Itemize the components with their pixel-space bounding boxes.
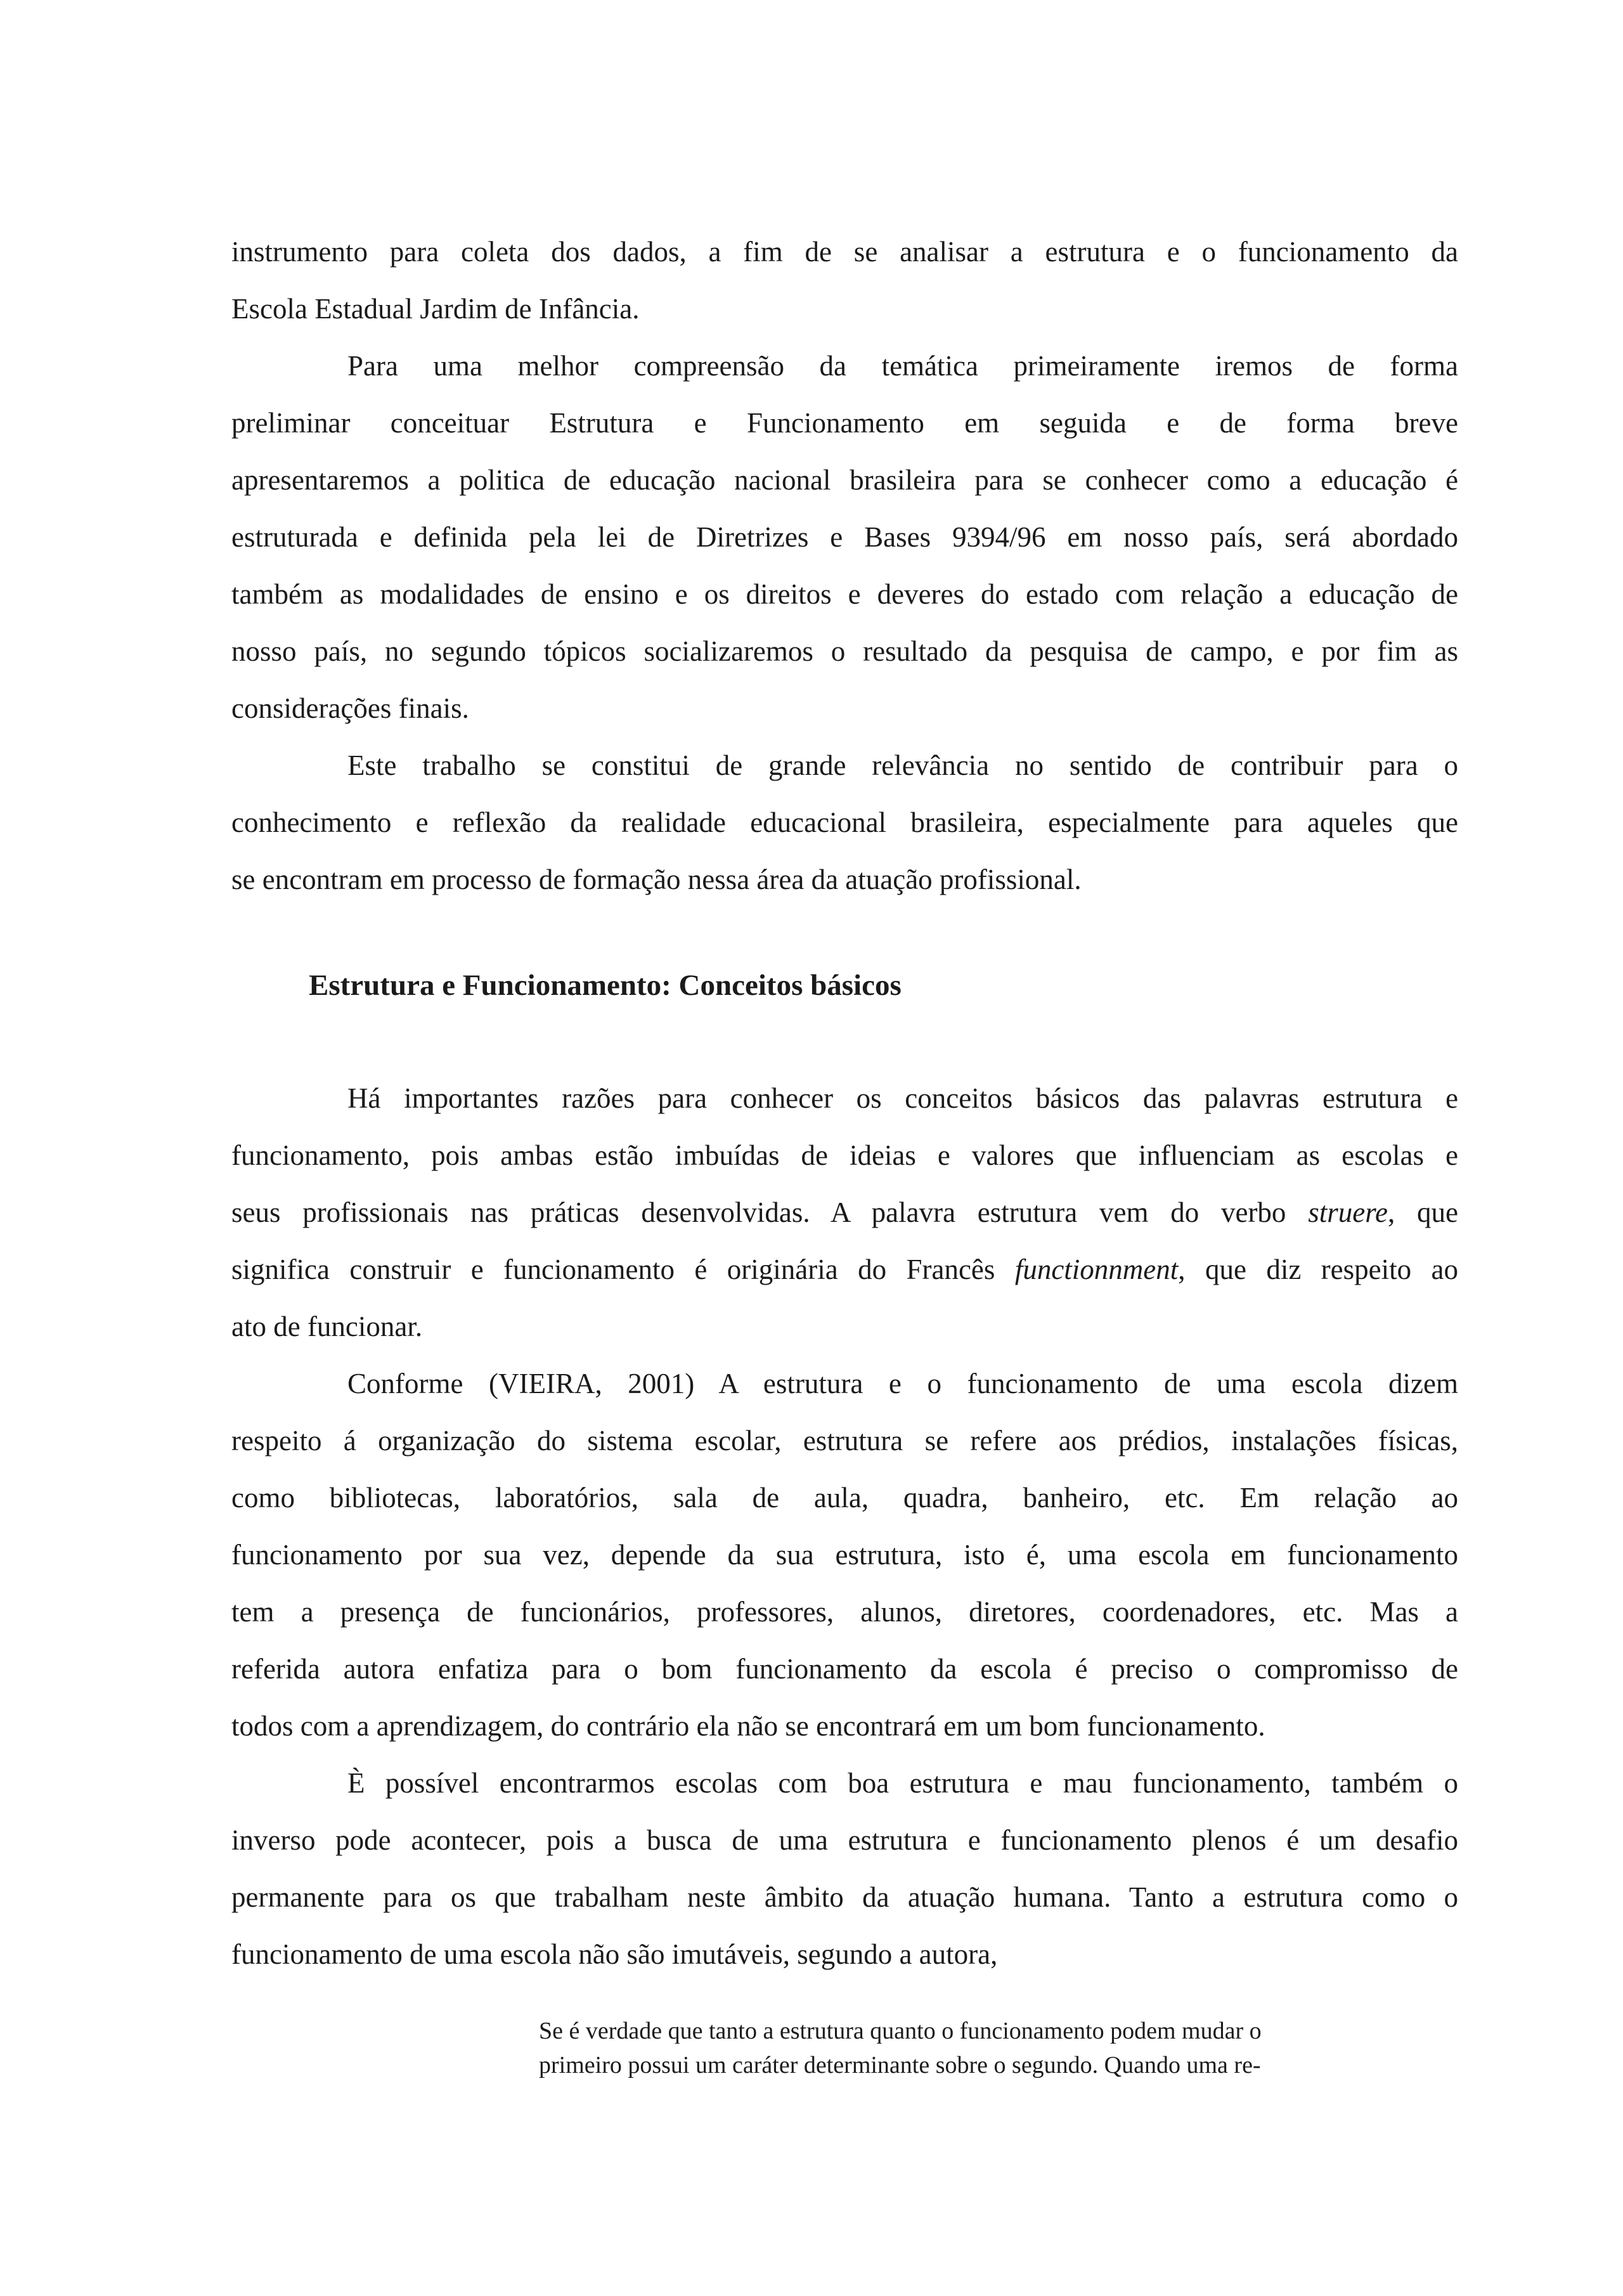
paragraph-2-line-7: considerações finais. bbox=[231, 692, 469, 724]
paragraph-3-line-2: conhecimento e reflexão da realidade educacional brasileira, especialmente para aqueles que bbox=[231, 807, 1458, 838]
paragraph-2-line-2: preliminar conceituar Estrutura e Funcionamento em seguida e de forma breve bbox=[231, 407, 1458, 439]
italic-term-functionnment: functionnment bbox=[1014, 1254, 1179, 1285]
paragraph-3-line-1: Este trabalho se constitui de grande relevância no sentido de contribuir para o bbox=[347, 749, 1458, 781]
section-heading: Estrutura e Funcionamento: Conceitos básicos bbox=[309, 969, 902, 1002]
paragraph-4-line-3-tail: , que bbox=[1388, 1197, 1458, 1228]
paragraph-4-line-4-tail: , que diz respeito ao bbox=[1178, 1254, 1459, 1285]
paragraph-6-line-4: funcionamento de uma escola não são imutáveis, segundo a autora, bbox=[231, 1938, 998, 1970]
paragraph-2-line-5: também as modalidades de ensino e os direitos e deveres do estado com relação a educação de bbox=[231, 578, 1458, 610]
paragraph-5-line-6: referida autora enfatiza para o bom funcionamento da escola é preciso o compromisso de bbox=[231, 1653, 1458, 1685]
paragraph-4-line-3 bbox=[231, 1184, 1458, 1241]
paragraph-5-line-7: todos com a aprendizagem, do contrário ela não se encontrará em um bom funcionamento. bbox=[231, 1710, 1265, 1742]
paragraph-4-line-5: ato de funcionar. bbox=[231, 1311, 423, 1342]
paragraph-4-line-1: Há importantes razões para conhecer os conceitos básicos das palavras estrutura e bbox=[347, 1082, 1458, 1114]
block-quote-line-2: primeiro possui um caráter determinante sobre o segundo. Quando uma re- bbox=[539, 2052, 1261, 2079]
paragraph-5-line-5: tem a presença de funcionários, professores, alunos, diretores, coordenadores, etc. Mas a bbox=[231, 1596, 1458, 1628]
paragraph-5-line-3: como bibliotecas, laboratórios, sala de aula, quadra, banheiro, etc. Em relação ao bbox=[231, 1482, 1458, 1514]
paragraph-2-line-6: nosso país, no segundo tópicos socializaremos o resultado da pesquisa de campo, e por fim as bbox=[231, 635, 1458, 667]
block-quote-line-1: Se é verdade que tanto a estrutura quanto o funcionamento podem mudar o bbox=[539, 2018, 1262, 2044]
paragraph-2-line-4: estruturada e definida pela lei de Diretrizes e Bases 9394/96 em nosso país, será abordado bbox=[231, 521, 1458, 553]
paragraph-1-line-1: instrumento para coleta dos dados, a fim de se analisar a estrutura e o funcionamento da bbox=[231, 236, 1458, 268]
paragraph-4-line-3-text: seus profissionais nas práticas desenvolvidas. A palavra estrutura vem do verbo bbox=[231, 1197, 1309, 1228]
paragraph-4-line-4-text: significa construir e funcionamento é originária do Francês bbox=[231, 1254, 1015, 1285]
paragraph-2-line-3: apresentaremos a politica de educação nacional brasileira para se conhecer como a educação é bbox=[231, 464, 1458, 496]
paragraph-3-line-3: se encontram em processo de formação nessa área da atuação profissional. bbox=[231, 864, 1082, 895]
paragraph-1-line-2: Escola Estadual Jardim de Infância. bbox=[231, 293, 640, 325]
paragraph-5-line-1: Conforme (VIEIRA, 2001) A estrutura e o funcionamento de uma escola dizem bbox=[347, 1368, 1458, 1399]
paragraph-6-line-1: È possível encontrarmos escolas com boa estrutura e mau funcionamento, também o bbox=[347, 1767, 1458, 1799]
paragraph-6-line-2: inverso pode acontecer, pois a busca de uma estrutura e funcionamento plenos é um desafio bbox=[231, 1824, 1458, 1856]
paragraph-6-line-3: permanente para os que trabalham neste âmbito da atuação humana. Tanto a estrutura como o bbox=[231, 1881, 1458, 1913]
paragraph-4-line-2: funcionamento, pois ambas estão imbuídas de ideias e valores que influenciam as escolas e bbox=[231, 1139, 1458, 1171]
paragraph-5-line-4: funcionamento por sua vez, depende da sua estrutura, isto é, uma escola em funcionamento bbox=[231, 1539, 1458, 1571]
paragraph-5-line-2: respeito á organização do sistema escolar, estrutura se refere aos prédios, instalações físicas, bbox=[231, 1425, 1458, 1456]
paragraph-4-line-4 bbox=[231, 1241, 1458, 1298]
italic-term-struere: struere bbox=[1308, 1197, 1388, 1228]
paragraph-2-line-1: Para uma melhor compreensão da temática primeiramente iremos de forma bbox=[347, 350, 1458, 382]
